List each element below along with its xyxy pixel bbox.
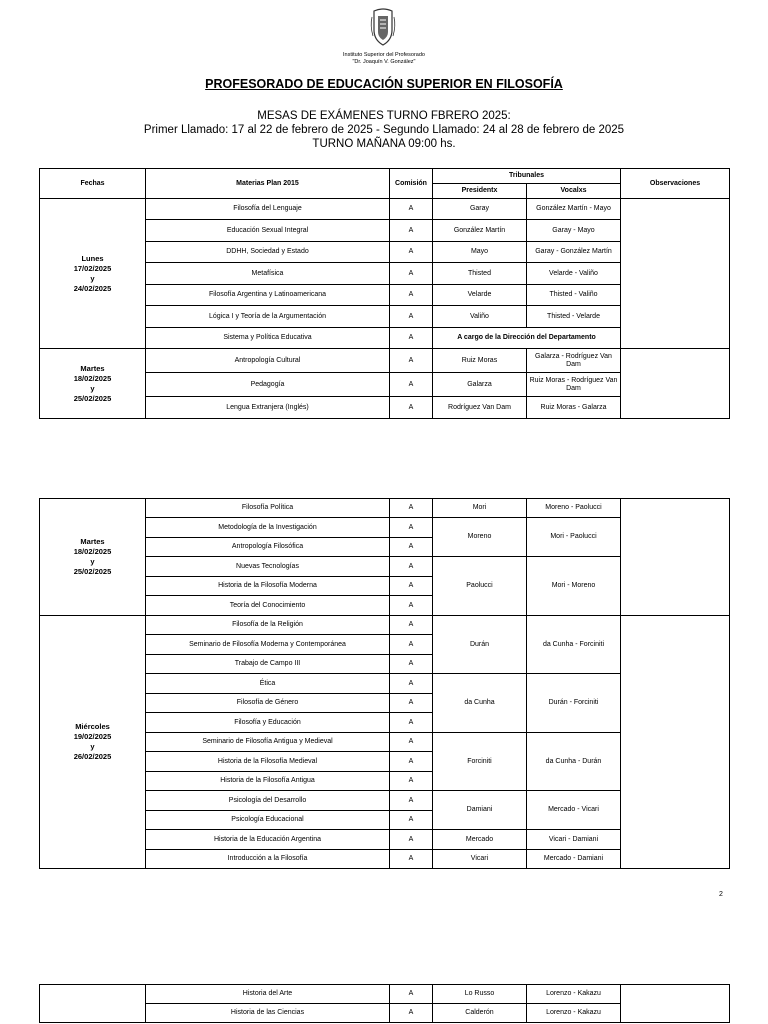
- presidente-cell: Velarde: [433, 285, 527, 306]
- comision-cell: A: [390, 199, 433, 220]
- comision-cell: A: [390, 306, 433, 328]
- presidente-cell: Moreno: [433, 518, 527, 557]
- vocales-cell: da Cunha - Durán: [527, 733, 621, 791]
- comision-cell: A: [390, 752, 433, 772]
- materia-cell: Teoría del Conocimiento: [146, 596, 390, 616]
- comision-cell: A: [390, 850, 433, 869]
- institute-crest-logo: [369, 8, 397, 48]
- date-cell-martes: [40, 349, 146, 419]
- comision-cell: A: [390, 557, 433, 577]
- comision-cell: A: [390, 655, 433, 674]
- comision-cell: A: [390, 538, 433, 557]
- comision-cell: A: [390, 328, 433, 349]
- date-day: Martes: [80, 363, 105, 373]
- presidente-cell: da Cunha: [433, 674, 527, 733]
- institute-person: "Dr. Joaquín V. González": [352, 59, 416, 65]
- comision-cell: A: [390, 985, 433, 1004]
- materia-cell: Historia de la Filosofía Antigua: [146, 772, 390, 791]
- materia-cell: Ética: [146, 674, 390, 694]
- date-cell-miercoles: [40, 616, 146, 869]
- materia-cell: Historia de la Educación Argentina: [146, 830, 390, 850]
- comision-cell: A: [390, 733, 433, 752]
- vocales-cell: Vicari - Damiani: [527, 830, 621, 850]
- date-and: y: [90, 273, 95, 283]
- date-first: 18/02/2025: [73, 373, 112, 383]
- date-first: 19/02/2025: [73, 732, 112, 741]
- presidente-cell: Lo Russo: [433, 985, 527, 1004]
- tribunal-note-cell: A cargo de la Dirección del Departamento: [433, 328, 621, 349]
- materia-cell: DDHH, Sociedad y Estado: [146, 242, 390, 263]
- date-first: 17/02/2025: [73, 263, 112, 273]
- comision-cell: A: [390, 242, 433, 263]
- presidente-cell: Mayo: [433, 242, 527, 263]
- date-second: 26/02/2025: [73, 752, 112, 761]
- subtitle-turno: MESAS DE EXÁMENES TURNO FBRERO 2025:: [257, 110, 511, 122]
- col-materias: Materias Plan 2015: [146, 169, 390, 199]
- materia-cell: Historia de las Ciencias: [146, 1004, 390, 1023]
- table-row: [40, 616, 730, 635]
- date-and: y: [90, 742, 95, 751]
- col-comision: Comisión: [390, 169, 433, 199]
- date-day: Miércoles: [75, 722, 110, 731]
- presidente-cell: Thisted: [433, 263, 527, 285]
- materia-cell: Historia de la Filosofía Medieval: [146, 752, 390, 772]
- table-row: [40, 199, 730, 220]
- materia-cell: Lógica I y Teoría de la Argumentación: [146, 306, 390, 328]
- vocales-cell: da Cunha - Forciniti: [527, 616, 621, 674]
- table-row: [40, 349, 730, 373]
- materia-cell: Antropología Filosófica: [146, 538, 390, 557]
- materia-cell: Nuevas Tecnologías: [146, 557, 390, 577]
- materia-cell: Filosofía Argentina y Latinoamericana: [146, 285, 390, 306]
- comision-cell: A: [390, 791, 433, 811]
- presidente-cell: Ruiz Moras: [433, 349, 527, 373]
- date-first: 18/02/2025: [73, 547, 112, 556]
- vocales-cell: Velarde - Valiño: [527, 263, 621, 285]
- comision-cell: A: [390, 397, 433, 419]
- materia-cell: Seminario de Filosofía Moderna y Contemporánea: [146, 635, 390, 655]
- col-observaciones: Observaciones: [621, 169, 730, 199]
- exam-table-1: [39, 168, 730, 419]
- vocales-cell: Thisted - Valiño: [527, 285, 621, 306]
- vocales-cell: Ruiz Moras - Galarza: [527, 397, 621, 419]
- materia-cell: Filosofía del Lenguaje: [146, 199, 390, 220]
- comision-cell: A: [390, 518, 433, 538]
- materia-cell: Historia de la Filosofía Moderna: [146, 577, 390, 596]
- exam-table-2: [39, 498, 730, 869]
- materia-cell: Lengua Extranjera (Inglés): [146, 397, 390, 419]
- comision-cell: A: [390, 1004, 433, 1023]
- presidente-cell: Rodríguez Van Dam: [433, 397, 527, 419]
- materia-cell: Educación Sexual Integral: [146, 220, 390, 242]
- date-cell: [40, 985, 146, 1023]
- vocales-cell: Mori - Paolucci: [527, 518, 621, 557]
- materia-cell: Metafísica: [146, 263, 390, 285]
- materia-cell: Historia del Arte: [146, 985, 390, 1004]
- date-cell-lunes: [40, 199, 146, 349]
- materia-cell: Psicología Educacional: [146, 811, 390, 830]
- vocales-cell: Moreno - Paolucci: [527, 499, 621, 518]
- vocales-cell: Durán - Forciniti: [527, 674, 621, 733]
- presidente-cell: González Martín: [433, 220, 527, 242]
- table-row: [40, 499, 730, 518]
- vocales-cell: Ruiz Moras - Rodríguez Van Dam: [527, 373, 621, 397]
- materia-cell: Introducción a la Filosofía: [146, 850, 390, 869]
- date-second: 25/02/2025: [73, 393, 112, 403]
- comision-cell: A: [390, 635, 433, 655]
- col-fechas: Fechas: [40, 169, 146, 199]
- observaciones-cell: [621, 616, 730, 869]
- comision-cell: A: [390, 713, 433, 733]
- date-cell-martes: [40, 499, 146, 616]
- materia-cell: Pedagogía: [146, 373, 390, 397]
- observaciones-cell: [621, 349, 730, 419]
- materia-cell: Filosofía y Educación: [146, 713, 390, 733]
- vocales-cell: Galarza - Rodríguez Van Dam: [527, 349, 621, 373]
- date-second: 25/02/2025: [73, 567, 112, 576]
- vocales-cell: Thisted - Velarde: [527, 306, 621, 328]
- page-title: PROFESORADO DE EDUCACIÓN SUPERIOR EN FILOSOFÍA: [205, 77, 563, 91]
- comision-cell: A: [390, 373, 433, 397]
- materia-cell: Filosofía Política: [146, 499, 390, 518]
- vocales-cell: Mercado - Vicari: [527, 791, 621, 830]
- presidente-cell: Durán: [433, 616, 527, 674]
- materia-cell: Antropología Cultural: [146, 349, 390, 373]
- vocales-cell: Mercado - Damiani: [527, 850, 621, 869]
- vocales-cell: Mori - Moreno: [527, 557, 621, 616]
- comision-cell: A: [390, 674, 433, 694]
- comision-cell: A: [390, 772, 433, 791]
- vocales-cell: Lorenzo - Kakazu: [527, 985, 621, 1004]
- comision-cell: A: [390, 596, 433, 616]
- materia-cell: Metodología de la Investigación: [146, 518, 390, 538]
- date-and: y: [90, 383, 95, 393]
- materia-cell: Trabajo de Campo III: [146, 655, 390, 674]
- materia-cell: Sistema y Política Educativa: [146, 328, 390, 349]
- materia-cell: Filosofía de la Religión: [146, 616, 390, 635]
- vocales-cell: Garay - Mayo: [527, 220, 621, 242]
- comision-cell: A: [390, 830, 433, 850]
- presidente-cell: Calderón: [433, 1004, 527, 1023]
- col-vocales: Vocalxs: [527, 184, 621, 199]
- col-presidente: Presidentx: [433, 184, 527, 199]
- materia-cell: Psicología del Desarrollo: [146, 791, 390, 811]
- materia-cell: Filosofía de Género: [146, 694, 390, 713]
- presidente-cell: Paolucci: [433, 557, 527, 616]
- vocales-cell: Lorenzo - Kakazu: [527, 1004, 621, 1023]
- subtitle-horario: TURNO MAÑANA 09:00 hs.: [312, 138, 456, 150]
- comision-cell: A: [390, 285, 433, 306]
- comision-cell: A: [390, 694, 433, 713]
- presidente-cell: Mercado: [433, 830, 527, 850]
- comision-cell: A: [390, 220, 433, 242]
- presidente-cell: Valiño: [433, 306, 527, 328]
- vocales-cell: González Martín - Mayo: [527, 199, 621, 220]
- presidente-cell: Galarza: [433, 373, 527, 397]
- presidente-cell: Garay: [433, 199, 527, 220]
- subtitle-llamados: Primer Llamado: 17 al 22 de febrero de 2025 - Segundo Llamado: 24 al 28 de febrero de 2025: [143, 124, 625, 136]
- table-row: [40, 985, 730, 1004]
- observaciones-cell: [621, 985, 730, 1023]
- page-number: 2: [719, 891, 723, 898]
- comision-cell: A: [390, 577, 433, 596]
- comision-cell: A: [390, 263, 433, 285]
- presidente-cell: Vicari: [433, 850, 527, 869]
- observaciones-cell: [621, 499, 730, 616]
- institute-name: Instituto Superior del Profesorado: [343, 52, 425, 58]
- date-second: 24/02/2025: [73, 283, 112, 293]
- exam-table-3: [39, 984, 730, 1023]
- materia-cell: Seminario de Filosofía Antigua y Medieval: [146, 733, 390, 752]
- col-tribunales: Tribunales: [433, 169, 621, 184]
- comision-cell: A: [390, 499, 433, 518]
- comision-cell: A: [390, 811, 433, 830]
- presidente-cell: Mori: [433, 499, 527, 518]
- vocales-cell: Garay - González Martín: [527, 242, 621, 263]
- date-day: Lunes: [81, 253, 104, 263]
- presidente-cell: Damiani: [433, 791, 527, 830]
- comision-cell: A: [390, 616, 433, 635]
- presidente-cell: Forciniti: [433, 733, 527, 791]
- date-day: Martes: [80, 537, 105, 546]
- comision-cell: A: [390, 349, 433, 373]
- observaciones-cell: [621, 199, 730, 349]
- date-and: y: [90, 557, 95, 566]
